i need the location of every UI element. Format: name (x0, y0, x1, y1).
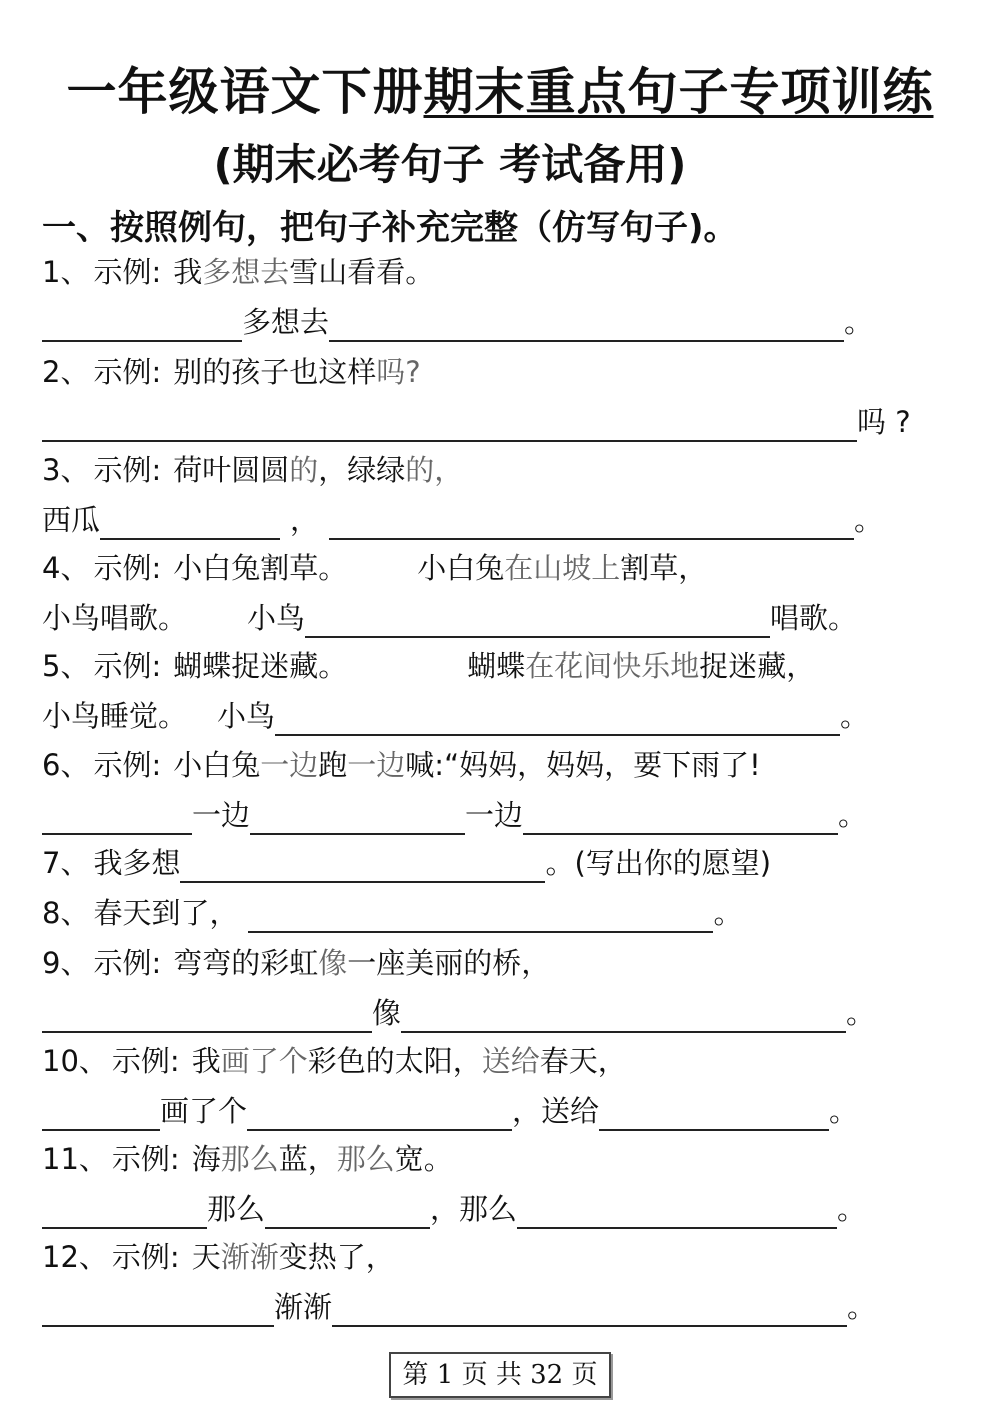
item-10-answer (42, 1091, 858, 1131)
example-text: 宽。 (394, 1142, 453, 1176)
example-text: 天 (191, 1240, 221, 1274)
title-plain: 一年级语文下册 (66, 63, 424, 121)
item-number: 9、 (42, 946, 90, 980)
example-key: 的， (405, 453, 464, 487)
example-label: 示例: (93, 946, 162, 980)
item-3-answer (42, 500, 883, 540)
item-number: 7、 (42, 846, 90, 880)
example-label: 示例: (93, 551, 162, 585)
item-number: 11、 (42, 1142, 108, 1176)
answer-blank[interactable] (247, 1095, 512, 1131)
example-key: 画了个 (220, 1044, 308, 1078)
answer-blank[interactable] (332, 1291, 847, 1327)
example-label: 示例: (93, 649, 162, 683)
answer-blank[interactable] (42, 406, 857, 442)
answer-blank[interactable] (250, 799, 465, 835)
example-key: 多想去 (202, 255, 290, 289)
answer-end: 。 (844, 305, 874, 339)
example-text: 别的孩子也这样 (173, 355, 377, 389)
item-number: 2、 (42, 355, 90, 389)
answer-blank[interactable] (180, 847, 545, 883)
item-6-answer (42, 795, 867, 835)
section-heading: 一、按照例句，把句子补充完整（仿写句子)。 (42, 208, 738, 248)
example-key: 那么 (336, 1142, 395, 1176)
example-key: 一边 (347, 748, 406, 782)
answer-keyword: 多想去 (242, 305, 330, 339)
example-text: 跑 (318, 748, 348, 782)
answer-end: 。 (854, 503, 884, 537)
example-key: 在花间快乐地 (525, 649, 700, 683)
example-text: 荷叶圆圆 (173, 453, 290, 487)
item-7 (42, 843, 771, 883)
item-number: 4、 (42, 551, 90, 585)
item-number: 8、 (42, 896, 90, 930)
answer-blank[interactable] (401, 997, 846, 1033)
example-key: 一边 (260, 748, 319, 782)
example-label: 示例: (93, 255, 162, 289)
item-number: 3、 (42, 453, 90, 487)
item-10-example (42, 1041, 627, 1081)
answer-blank[interactable] (42, 1291, 274, 1327)
example-text: 海 (191, 1142, 221, 1176)
example-text: 雪山看看。 (289, 255, 435, 289)
item-2-answer (42, 402, 911, 442)
item-6-example (42, 745, 761, 785)
item-number: 12、 (42, 1240, 108, 1274)
answer-blank[interactable] (523, 799, 838, 835)
item-1-example (42, 252, 434, 292)
example-text: 我 (173, 255, 203, 289)
answer-keyword: 画了个 (160, 1094, 248, 1128)
page-subtitle: (期末必考句子 考试备用) (213, 140, 687, 189)
example-text: ，绿绿 (318, 453, 406, 487)
answer-end: 。(写出你的愿望) (545, 846, 772, 880)
example-key: 像 (318, 946, 348, 980)
answer-blank[interactable] (248, 897, 713, 933)
item-8 (42, 893, 742, 933)
example-label: 示例: (93, 355, 162, 389)
example-text: 一座美丽的桥， (347, 946, 551, 980)
answer-start: 西瓜 (42, 503, 101, 537)
answer-end: 。 (847, 1290, 877, 1324)
example-text: 变热了， (278, 1240, 395, 1274)
item-11-example (42, 1139, 453, 1179)
answer-blank[interactable] (329, 504, 854, 540)
answer-keyword: 渐渐 (274, 1290, 333, 1324)
answer-keyword: 像 (372, 996, 402, 1030)
example-text: 小白兔 (173, 748, 261, 782)
answer-start: 小鸟 (217, 699, 276, 733)
example-key: 渐渐 (220, 1240, 279, 1274)
example-text: 蓝， (278, 1142, 337, 1176)
answer-comma: ， (290, 503, 320, 537)
item-number: 5、 (42, 649, 90, 683)
item-1-answer (42, 302, 873, 342)
item-text: 我多想 (93, 846, 181, 880)
answer-end: 吗 ? (857, 405, 911, 439)
answer-end: 唱歌。 (770, 601, 858, 635)
example-text: 小白兔 (417, 551, 505, 585)
answer-start: 小鸟睡觉。 (42, 699, 188, 733)
example-text: 小白兔割草。 (173, 551, 348, 585)
example-text: 春天， (539, 1044, 627, 1078)
example-text: 割草， (620, 551, 708, 585)
answer-blank[interactable] (42, 1095, 160, 1131)
answer-end: 。 (840, 699, 870, 733)
answer-keyword: 那么 (207, 1192, 266, 1226)
example-text: 捉迷藏， (699, 649, 816, 683)
example-key: 的 (289, 453, 319, 487)
example-text: 蝴蝶 (467, 649, 526, 683)
item-5-example (42, 646, 815, 686)
answer-start: 小鸟 (247, 601, 306, 635)
item-2-example (42, 352, 421, 392)
example-key: 送给 (481, 1044, 540, 1078)
answer-blank[interactable] (42, 306, 242, 342)
item-5-answer (42, 696, 869, 736)
example-key: 那么 (220, 1142, 279, 1176)
answer-blank[interactable] (305, 602, 770, 638)
example-label: 示例: (111, 1240, 180, 1274)
item-4-answer (42, 598, 857, 638)
item-11-answer (42, 1189, 866, 1229)
answer-end: 。 (829, 1094, 859, 1128)
page-number: 第 1 页 共 32 页 (389, 1352, 611, 1398)
example-label: 示例: (93, 453, 162, 487)
answer-blank[interactable] (329, 306, 844, 342)
answer-blank[interactable] (42, 799, 192, 835)
answer-blank[interactable] (599, 1095, 829, 1131)
answer-blank[interactable] (265, 1193, 430, 1229)
example-text: 蝴蝶捉迷藏。 (173, 649, 348, 683)
title-underlined: 期末重点句子专项训练 (423, 63, 934, 121)
answer-end: 。 (837, 1192, 867, 1226)
item-number: 10、 (42, 1044, 108, 1078)
page-title (0, 52, 1000, 124)
example-text: 弯弯的彩虹 (173, 946, 319, 980)
example-key: 在山坡上 (504, 551, 621, 585)
answer-keyword: ，那么 (430, 1192, 518, 1226)
item-9-answer (42, 993, 875, 1033)
item-12-example (42, 1237, 395, 1277)
example-text: 彩色的太阳， (307, 1044, 482, 1078)
answer-blank[interactable] (100, 504, 280, 540)
example-key: 吗? (376, 355, 421, 389)
item-text: 春天到了， (93, 896, 239, 930)
example-label: 示例: (93, 748, 162, 782)
answer-end: 。 (838, 798, 868, 832)
item-number: 1、 (42, 255, 90, 289)
example-text: 我 (191, 1044, 221, 1078)
item-4-example (42, 548, 707, 588)
example-text: 喊:“妈妈，妈妈，要下雨了! (405, 748, 761, 782)
answer-keyword: ，送给 (512, 1094, 600, 1128)
answer-keyword: 一边 (192, 798, 251, 832)
answer-blank[interactable] (42, 997, 372, 1033)
item-number: 6、 (42, 748, 90, 782)
answer-end: 。 (846, 996, 876, 1030)
answer-blank[interactable] (42, 1193, 207, 1229)
example-label: 示例: (111, 1142, 180, 1176)
answer-end: 。 (713, 896, 743, 930)
example-label: 示例: (111, 1044, 180, 1078)
item-12-answer (42, 1287, 876, 1327)
answer-blank[interactable] (517, 1193, 837, 1229)
answer-blank[interactable] (275, 700, 840, 736)
answer-keyword: 一边 (465, 798, 524, 832)
item-3-example (42, 450, 463, 490)
item-9-example (42, 943, 550, 983)
answer-start: 小鸟唱歌。 (42, 601, 188, 635)
